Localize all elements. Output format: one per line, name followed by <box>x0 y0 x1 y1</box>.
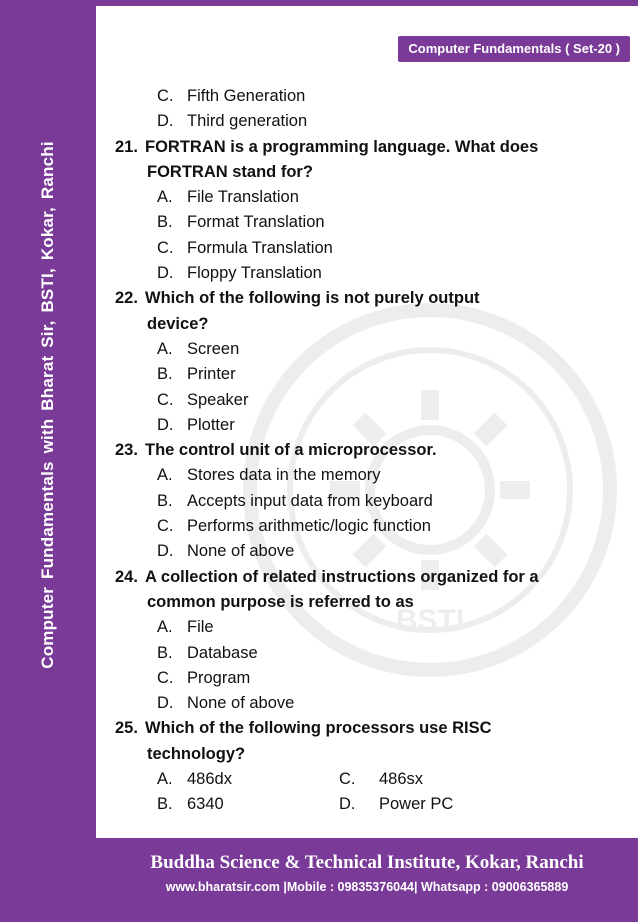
footer <box>96 838 638 922</box>
option-letter: B. <box>157 795 173 814</box>
header-bar <box>96 0 638 6</box>
question-text <box>115 716 625 741</box>
option-text: Power PC <box>379 795 454 814</box>
option-text: File <box>187 618 214 637</box>
option-letter: C. <box>157 517 174 536</box>
option-text: Format Translation <box>187 213 325 232</box>
option-item <box>115 337 625 362</box>
option-letter: D. <box>157 542 174 561</box>
question-line-continued: common purpose is referred to as <box>147 592 414 611</box>
option-item <box>115 615 625 640</box>
question-line: Which of the following processors use RISC <box>145 719 492 738</box>
option-text: None of above <box>187 542 295 561</box>
option-letter: A. <box>157 770 173 789</box>
option-text: None of above <box>187 694 295 713</box>
question-number: 23. <box>115 441 138 460</box>
sidebar-caption: Computer Fundamentals with Bharat Sir, BSTI, Kokar, Ranchi <box>38 141 57 669</box>
option-item <box>115 691 625 716</box>
option-text: 486dx <box>187 770 232 789</box>
set-badge: Computer Fundamentals ( Set-20 ) <box>398 36 630 62</box>
option-text: Speaker <box>187 390 249 409</box>
option-row <box>115 767 625 792</box>
option-text: Formula Translation <box>187 238 333 257</box>
option-letter: B. <box>157 643 173 662</box>
question-line: FORTRAN is a programming language. What does <box>145 137 539 156</box>
watermark-label: BSTI <box>395 604 465 637</box>
option-text: Accepts input data from keyboard <box>187 491 433 510</box>
institute-name: Buddha Science & Technical Institute, Kokar, Ranchi <box>150 852 584 873</box>
question-line-continued: FORTRAN stand for? <box>147 162 313 181</box>
option-letter: B. <box>157 213 173 232</box>
option-letter: C. <box>157 390 174 409</box>
option-letter: A. <box>157 188 173 207</box>
option-text: Program <box>187 668 251 687</box>
option-letter: B. <box>157 365 173 384</box>
option-item <box>157 767 339 792</box>
question-text <box>115 286 625 311</box>
option-letter: A. <box>157 618 173 637</box>
question-number: 21. <box>115 137 138 156</box>
question-text <box>115 565 625 590</box>
option-text: Third generation <box>187 112 308 131</box>
option-item <box>157 792 339 817</box>
option-text: 486sx <box>379 770 424 789</box>
option-item <box>115 641 625 666</box>
option-letter: C. <box>157 87 174 105</box>
question-number: 24. <box>115 567 138 586</box>
option-item <box>115 210 625 235</box>
option-item <box>115 185 625 210</box>
option-text: Floppy Translation <box>187 264 322 283</box>
option-item <box>115 109 625 134</box>
option-letter: A. <box>157 466 173 485</box>
option-letter: D. <box>157 694 174 713</box>
sidebar <box>0 0 96 922</box>
question-number: 25. <box>115 719 138 738</box>
option-text: File Translation <box>187 188 299 207</box>
option-text: Printer <box>187 365 236 384</box>
option-text: Database <box>187 643 258 662</box>
option-text: Stores data in the memory <box>187 466 381 485</box>
contact-line: www.bharatsir.com |Mobile : 09835376044| Whatsapp : 09006365889 <box>165 880 569 894</box>
option-item <box>339 767 423 792</box>
option-item <box>115 413 625 438</box>
option-item <box>115 463 625 488</box>
option-item <box>115 261 625 286</box>
option-item <box>115 539 625 564</box>
question-line: Which of the following is not purely output <box>145 289 480 308</box>
option-letter: C. <box>157 668 174 687</box>
question-text <box>115 438 625 463</box>
option-letter: D. <box>157 264 174 283</box>
question-line: The control unit of a microprocessor. <box>145 441 437 460</box>
option-text: Plotter <box>187 415 235 434</box>
option-item <box>115 489 625 514</box>
option-letter: C. <box>157 238 174 257</box>
option-item <box>115 666 625 691</box>
question-text <box>115 135 625 160</box>
question-line-continued: device? <box>147 314 209 333</box>
option-letter: C. <box>339 770 356 789</box>
option-letter: A. <box>157 339 173 358</box>
option-text: 6340 <box>187 795 224 814</box>
option-item <box>115 84 625 109</box>
option-letter: B. <box>157 491 173 510</box>
option-item <box>339 792 453 817</box>
option-item <box>115 362 625 387</box>
option-text: Performs arithmetic/logic function <box>187 517 431 536</box>
option-letter: D. <box>157 112 174 131</box>
option-letter: D. <box>339 795 356 814</box>
question-number: 22. <box>115 289 138 308</box>
option-item <box>115 236 625 261</box>
option-text: Screen <box>187 339 240 358</box>
option-row <box>115 792 625 817</box>
question-content <box>115 84 625 818</box>
option-text: Fifth Generation <box>187 87 306 105</box>
question-line: A collection of related instructions organized for a <box>145 567 539 586</box>
question-line-continued: technology? <box>147 744 246 763</box>
option-letter: D. <box>157 415 174 434</box>
option-item <box>115 514 625 539</box>
option-item <box>115 388 625 413</box>
